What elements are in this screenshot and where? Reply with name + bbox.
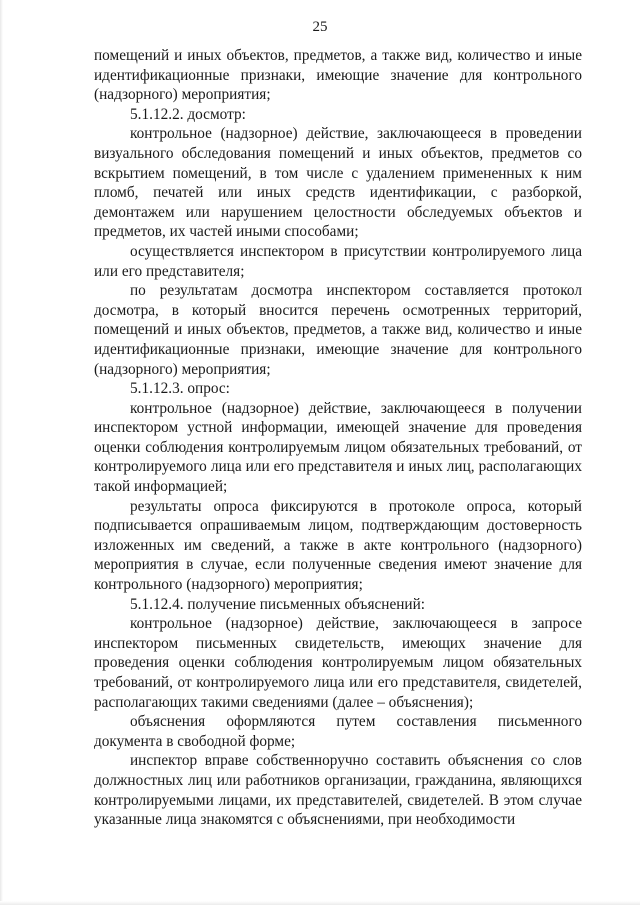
paragraph-6: 5.1.12.3. опрос: <box>130 380 230 398</box>
document-body <box>94 46 582 830</box>
paragraph-1: помещений и иных объектов, предметов, а также вид, количество и иные идентификационные признаки, имеющие значение для контрольного (надзорного) мероприятия; <box>94 47 582 104</box>
paragraph-3: контрольное (надзорное) действие, заключающееся в проведении визуального обследования помещений и иных объектов, предметов со вскрытием помещений, в том числе с удалением примененных к ним пломб, печатей или иных средств идентификации, с разборкой, демонтажем или нарушением целостности обследуемых объектов и предметов, их частей иными способами; <box>94 125 582 241</box>
paragraph-8: результаты опроса фиксируются в протоколе опроса, который подписывается опрашиваемым лицом, подтверждающим достоверность изложенных им сведений, а также в акте контрольного (надзорного) мероприятия в случае, если полученные сведения имеют значение для контрольного (надзорного) мероприятия; <box>94 497 582 594</box>
paragraph-9: 5.1.12.4. получение письменных объяснений: <box>130 595 426 613</box>
scan-edge-left <box>0 0 3 905</box>
page-number: 25 <box>312 19 328 35</box>
scan-edge-bottom <box>0 901 640 905</box>
paragraph-5: по результатам досмотра инспектором составляется протокол досмотра, в который вносится перечень осмотренных территорий, помещений и иных объектов, предметов, а также вид, количество и иные идентификационные признаки, имеющие значение для контрольного (надзорного) мероприятия; <box>94 282 582 378</box>
paragraph-10: контрольное (надзорное) действие, заключающееся в запросе инспектором письменных свидетельств, имеющих значение для проведения оценки соблюдения контролируемым лицом обязательных требований, от контролируемого лица или его представителя, свидетелей, располагающих такими сведениями (далее – объяснения); <box>94 615 582 711</box>
paragraph-4: осуществляется инспектором в присутствии контролируемого лица или его представителя; <box>94 242 582 280</box>
paragraph-12: инспектор вправе собственноручно составить объяснения со слов должностных лиц или работников организации, гражданина, являющихся контролируемыми лицами, их представителей, свидетелей. В этом случае указанные лица знакомятся с объяснениями, при необходимости <box>94 752 582 829</box>
paragraph-2: 5.1.12.2. досмотр: <box>130 105 246 123</box>
paragraph-7: контрольное (надзорное) действие, заключающееся в получении инспектором устной информации, имеющей значение для проведения оценки соблюдения контролируемым лицом обязательных требований, от контролируемого лица или его представителя и иных лиц, располагающих такой информацией; <box>94 399 582 496</box>
paragraph-11: объяснения оформляются путем составления письменного документа в свободной форме; <box>94 713 582 750</box>
